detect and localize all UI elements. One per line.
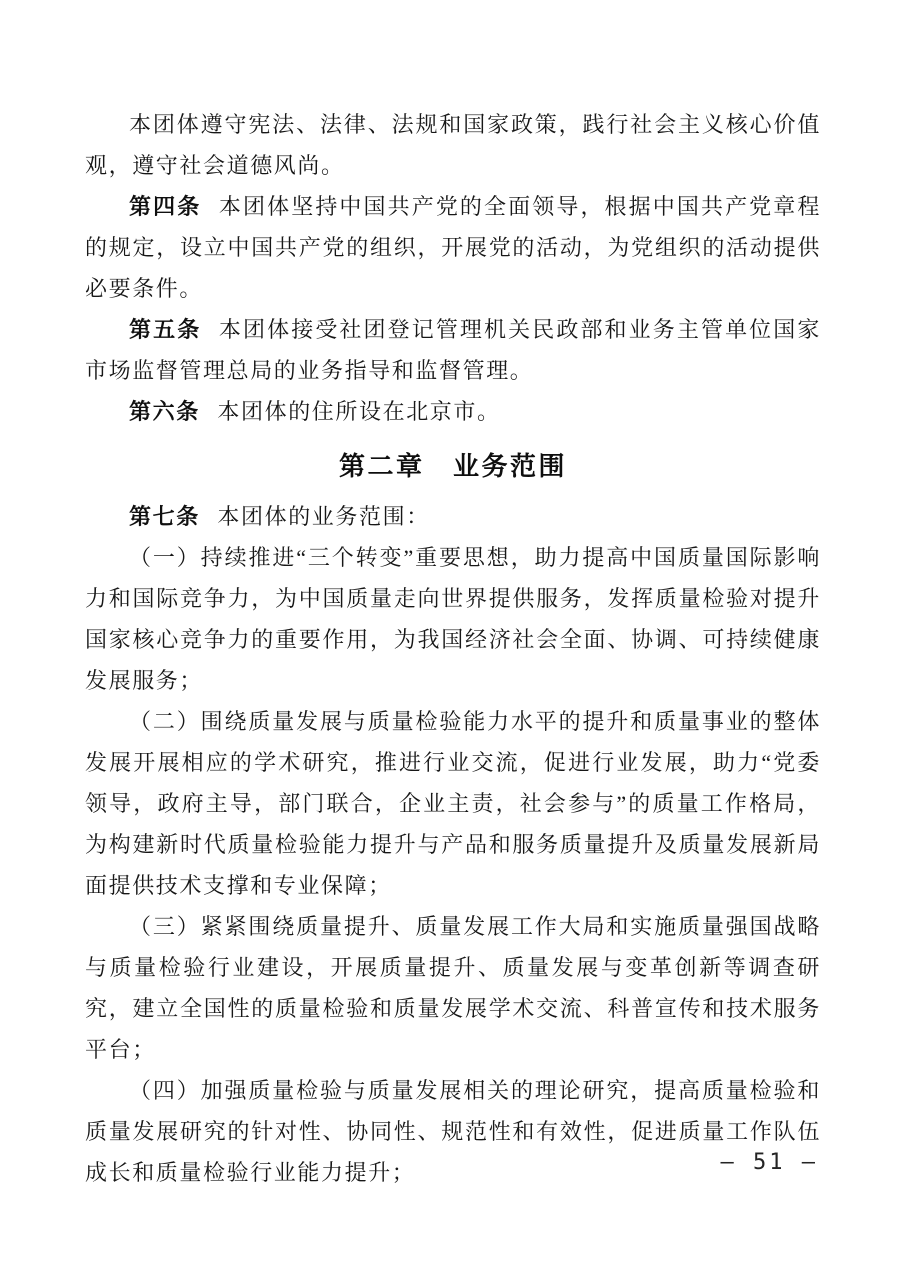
list-item-text: （四）加强质量检验与质量发展相关的理论研究，提高质量检验和质量发展研究的针对性、协同性、规范性和有效性，促进质量工作队伍成长和质量检验行业能力提升； xyxy=(85,1078,821,1185)
list-item-text: （三）紧紧围绕质量提升、质量发展工作大局和实施质量强国战略与质量检验行业建设，开展质量提升、质量发展与变革创新等调查研究，建立全国性的质量检验和质量发展学术交流、科普宣传和技术服务平台； xyxy=(85,914,821,1062)
article-number: 第七条 xyxy=(129,504,200,529)
article-paragraph xyxy=(85,391,821,432)
article-number: 第六条 xyxy=(129,399,200,424)
paragraph-text: 本团体遵守宪法、法律、法规和国家政策，践行社会主义核心价值观，遵守社会道德风尚。 xyxy=(85,112,821,178)
article-text: 本团体接受社团登记管理机关民政部和业务主管单位国家市场监督管理总局的业务指导和监督管理。 xyxy=(85,317,821,383)
article-number: 第五条 xyxy=(129,317,202,342)
article-text: 本团体的业务范围： xyxy=(217,504,430,529)
list-item-text: （一）持续推进“三个转变”重要思想，助力提高中国质量国际影响力和国际竞争力，为中国质量走向世界提供服务，发挥质量检验对提升国家核心竞争力的重要作用，为我国经济社会全面、协调、可持续健康发展服务； xyxy=(85,545,821,693)
article-text: 本团体的住所设在北京市。 xyxy=(217,399,501,424)
list-item-text: （二）围绕质量发展与质量检验能力水平的提升和质量事业的整体发展开展相应的学术研究，推进行业交流，促进行业发展，助力“党委领导，政府主导，部门联合，企业主责，社会参与”的质量工作格局，为构建新时代质量检验能力提升与产品和服务质量提升及质量发展新局面提供技术支撑和专业保障； xyxy=(85,709,821,898)
article-paragraph xyxy=(85,496,821,537)
list-item-paragraph xyxy=(85,701,821,906)
chapter-heading: 第二章 业务范围 xyxy=(338,451,567,481)
article-paragraph xyxy=(85,309,821,391)
article-text: 本团体坚持中国共产党的全面领导，根据中国共产党章程的规定，设立中国共产党的组织，开展党的活动，为党组织的活动提供必要条件。 xyxy=(85,194,821,301)
list-item-paragraph xyxy=(85,906,821,1070)
page-number: – 51 – xyxy=(720,1150,818,1175)
article-number: 第四条 xyxy=(129,194,202,219)
list-item-paragraph xyxy=(85,537,821,701)
document-body xyxy=(85,104,821,1193)
paragraph xyxy=(85,104,821,186)
article-paragraph xyxy=(85,186,821,309)
list-item-paragraph xyxy=(85,1070,821,1193)
